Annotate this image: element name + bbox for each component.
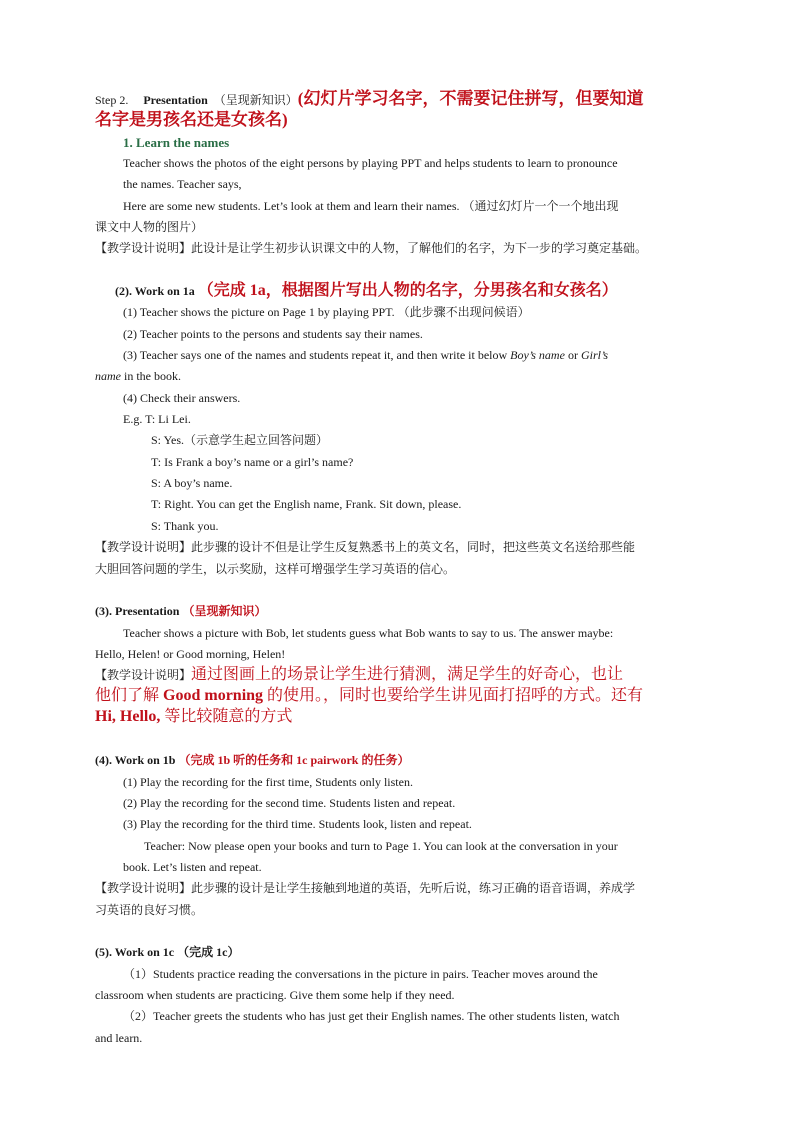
section4-heading-line: [95, 750, 719, 771]
good-morning-bold: Good morning: [163, 687, 264, 704]
section2-example: E.g. T: Li Lei.: [123, 412, 191, 426]
section1-p2b: 课文中人物的图片）: [95, 220, 204, 234]
section4-teacher-b: book. Let’s listen and repeat.: [123, 860, 262, 874]
design-red-2a: 他们了解: [95, 687, 164, 704]
section3-design-line3: [95, 706, 719, 727]
step3-end: in the book.: [121, 369, 181, 383]
section2-step3b: [95, 366, 719, 387]
design-red-3b: 等比较随意的方式: [160, 708, 293, 725]
dialogue-line-1: S: Yes.（示意学生起立回答问题）: [151, 433, 329, 447]
section2-step4: (4) Check their answers.: [123, 391, 241, 405]
girls-italic: Girl’s: [580, 348, 609, 362]
boys-name-italic: Boy’s name: [510, 348, 565, 362]
section5-heading: (5). Work on 1c: [95, 945, 175, 959]
section5-step1b: classroom when students are practicing. Give them some help if they need.: [95, 988, 455, 1002]
section3-design-line1: [95, 664, 719, 686]
section2-design-b: 大胆回答问题的学生，以示奖励，这样可增强学生学习英语的信心。: [95, 562, 456, 576]
design-label: 【教学设计说明】: [95, 668, 192, 682]
section1-p2: Here are some new students. Let’s look at them and learn their names. （通过幻灯片一个一个地出现: [123, 199, 619, 213]
section2-heading: (2). Work on 1a: [115, 284, 195, 298]
section4-step2: (2) Play the recording for the second time. Students listen and repeat.: [123, 796, 456, 810]
section4-heading: (4). Work on 1b: [95, 753, 176, 767]
name-italic: name: [95, 369, 121, 383]
section3-p1: Teacher shows a picture with Bob, let students guess what Bob wants to say to us. The answer maybe:: [123, 626, 614, 640]
design-red-2c: 的使用。，同时也要给学生讲见面打招呼的方式。还有: [263, 687, 644, 704]
step-label: Step 2.: [95, 93, 129, 107]
section4-note-red: （完成 1b 听的任务和 1c pairwork 的任务）: [178, 753, 410, 767]
dialogue-line-5: S: Thank you.: [151, 519, 219, 533]
section4-step3: (3) Play the recording for the third time. Students look, listen and repeat.: [123, 817, 472, 831]
section5-step1: （1）Students practice reading the conversations in the picture in pairs. Teacher moves around the: [123, 967, 598, 981]
section5-heading-cn: （完成 1c）: [177, 945, 240, 959]
section1-design: 【教学设计说明】此设计是让学生初步认识课文中的人物，了解他们的名字，为下一步的学习奠定基础。: [95, 241, 648, 255]
section3-design-line2: [95, 685, 719, 706]
section5-heading-line: [95, 942, 719, 963]
section3-heading: (3). Presentation: [95, 604, 180, 618]
step3-or: or: [564, 348, 581, 362]
step-note-red: (幻灯片学习名字，不需要记住拼写，但要知道: [297, 89, 644, 108]
hi-hello-bold: Hi, Hello,: [95, 708, 161, 725]
section2-step3: [123, 345, 719, 366]
section2-heading-line: [115, 280, 739, 302]
section5-step2: （2）Teacher greets the students who has just get their English names. The other students listen, watch: [123, 1009, 620, 1023]
section3-heading-cn: （呈现新知识）: [182, 604, 267, 618]
section3-p1b: Hello, Helen! or Good morning, Helen!: [95, 647, 286, 661]
step3-text: (3) Teacher says one of the names and students repeat it, and then write it below: [123, 348, 511, 362]
design-red: 通过图画上的场景让学生进行猜测，满足学生的好奇心，也让: [191, 666, 624, 683]
step-title-cn: （呈现新知识）: [213, 93, 298, 107]
section1-heading: 1. Learn the names: [123, 135, 230, 150]
section5-step2b: and learn.: [95, 1031, 143, 1045]
section3-heading-line: [95, 601, 719, 622]
section2-note-red: （完成 1a，根据图片写出人物的名字，分男孩名和女孩名）: [197, 282, 618, 299]
dialogue-line-2: T: Is Frank a boy’s name or a girl’s name?: [151, 455, 354, 469]
dialogue-line-3: S: A boy’s name.: [151, 476, 233, 490]
step-title: Presentation: [143, 93, 208, 107]
section1-p1: Teacher shows the photos of the eight persons by playing PPT and helps students to learn to pronounce: [123, 156, 618, 170]
section1-p1b: the names. Teacher says,: [123, 177, 242, 191]
section4-step1: (1) Play the recording for the first time, Students only listen.: [123, 775, 413, 789]
step-note-red-line2: 名字是男孩名还是女孩名): [95, 110, 288, 129]
section2-design: 【教学设计说明】此步骤的设计不但是让学生反复熟悉书上的英文名，同时，把这些英文名送给那些能: [95, 540, 636, 554]
step2-heading: [95, 88, 719, 111]
section2-step2: (2) Teacher points to the persons and students say their names.: [123, 327, 423, 341]
section4-design: 【教学设计说明】此步骤的设计是让学生接触到地道的英语，先听后说，练习正确的语音语调，养成学: [95, 881, 636, 895]
section4-design-b: 习英语的良好习惯。: [95, 903, 204, 917]
section2-step1: (1) Teacher shows the picture on Page 1 by playing PPT. （此步骤不出现问候语）: [123, 305, 530, 319]
section4-teacher: Teacher: Now please open your books and turn to Page 1. You can look at the conversation in your: [144, 839, 618, 853]
dialogue-line-4: T: Right. You can get the English name, Frank. Sit down, please.: [151, 497, 462, 511]
